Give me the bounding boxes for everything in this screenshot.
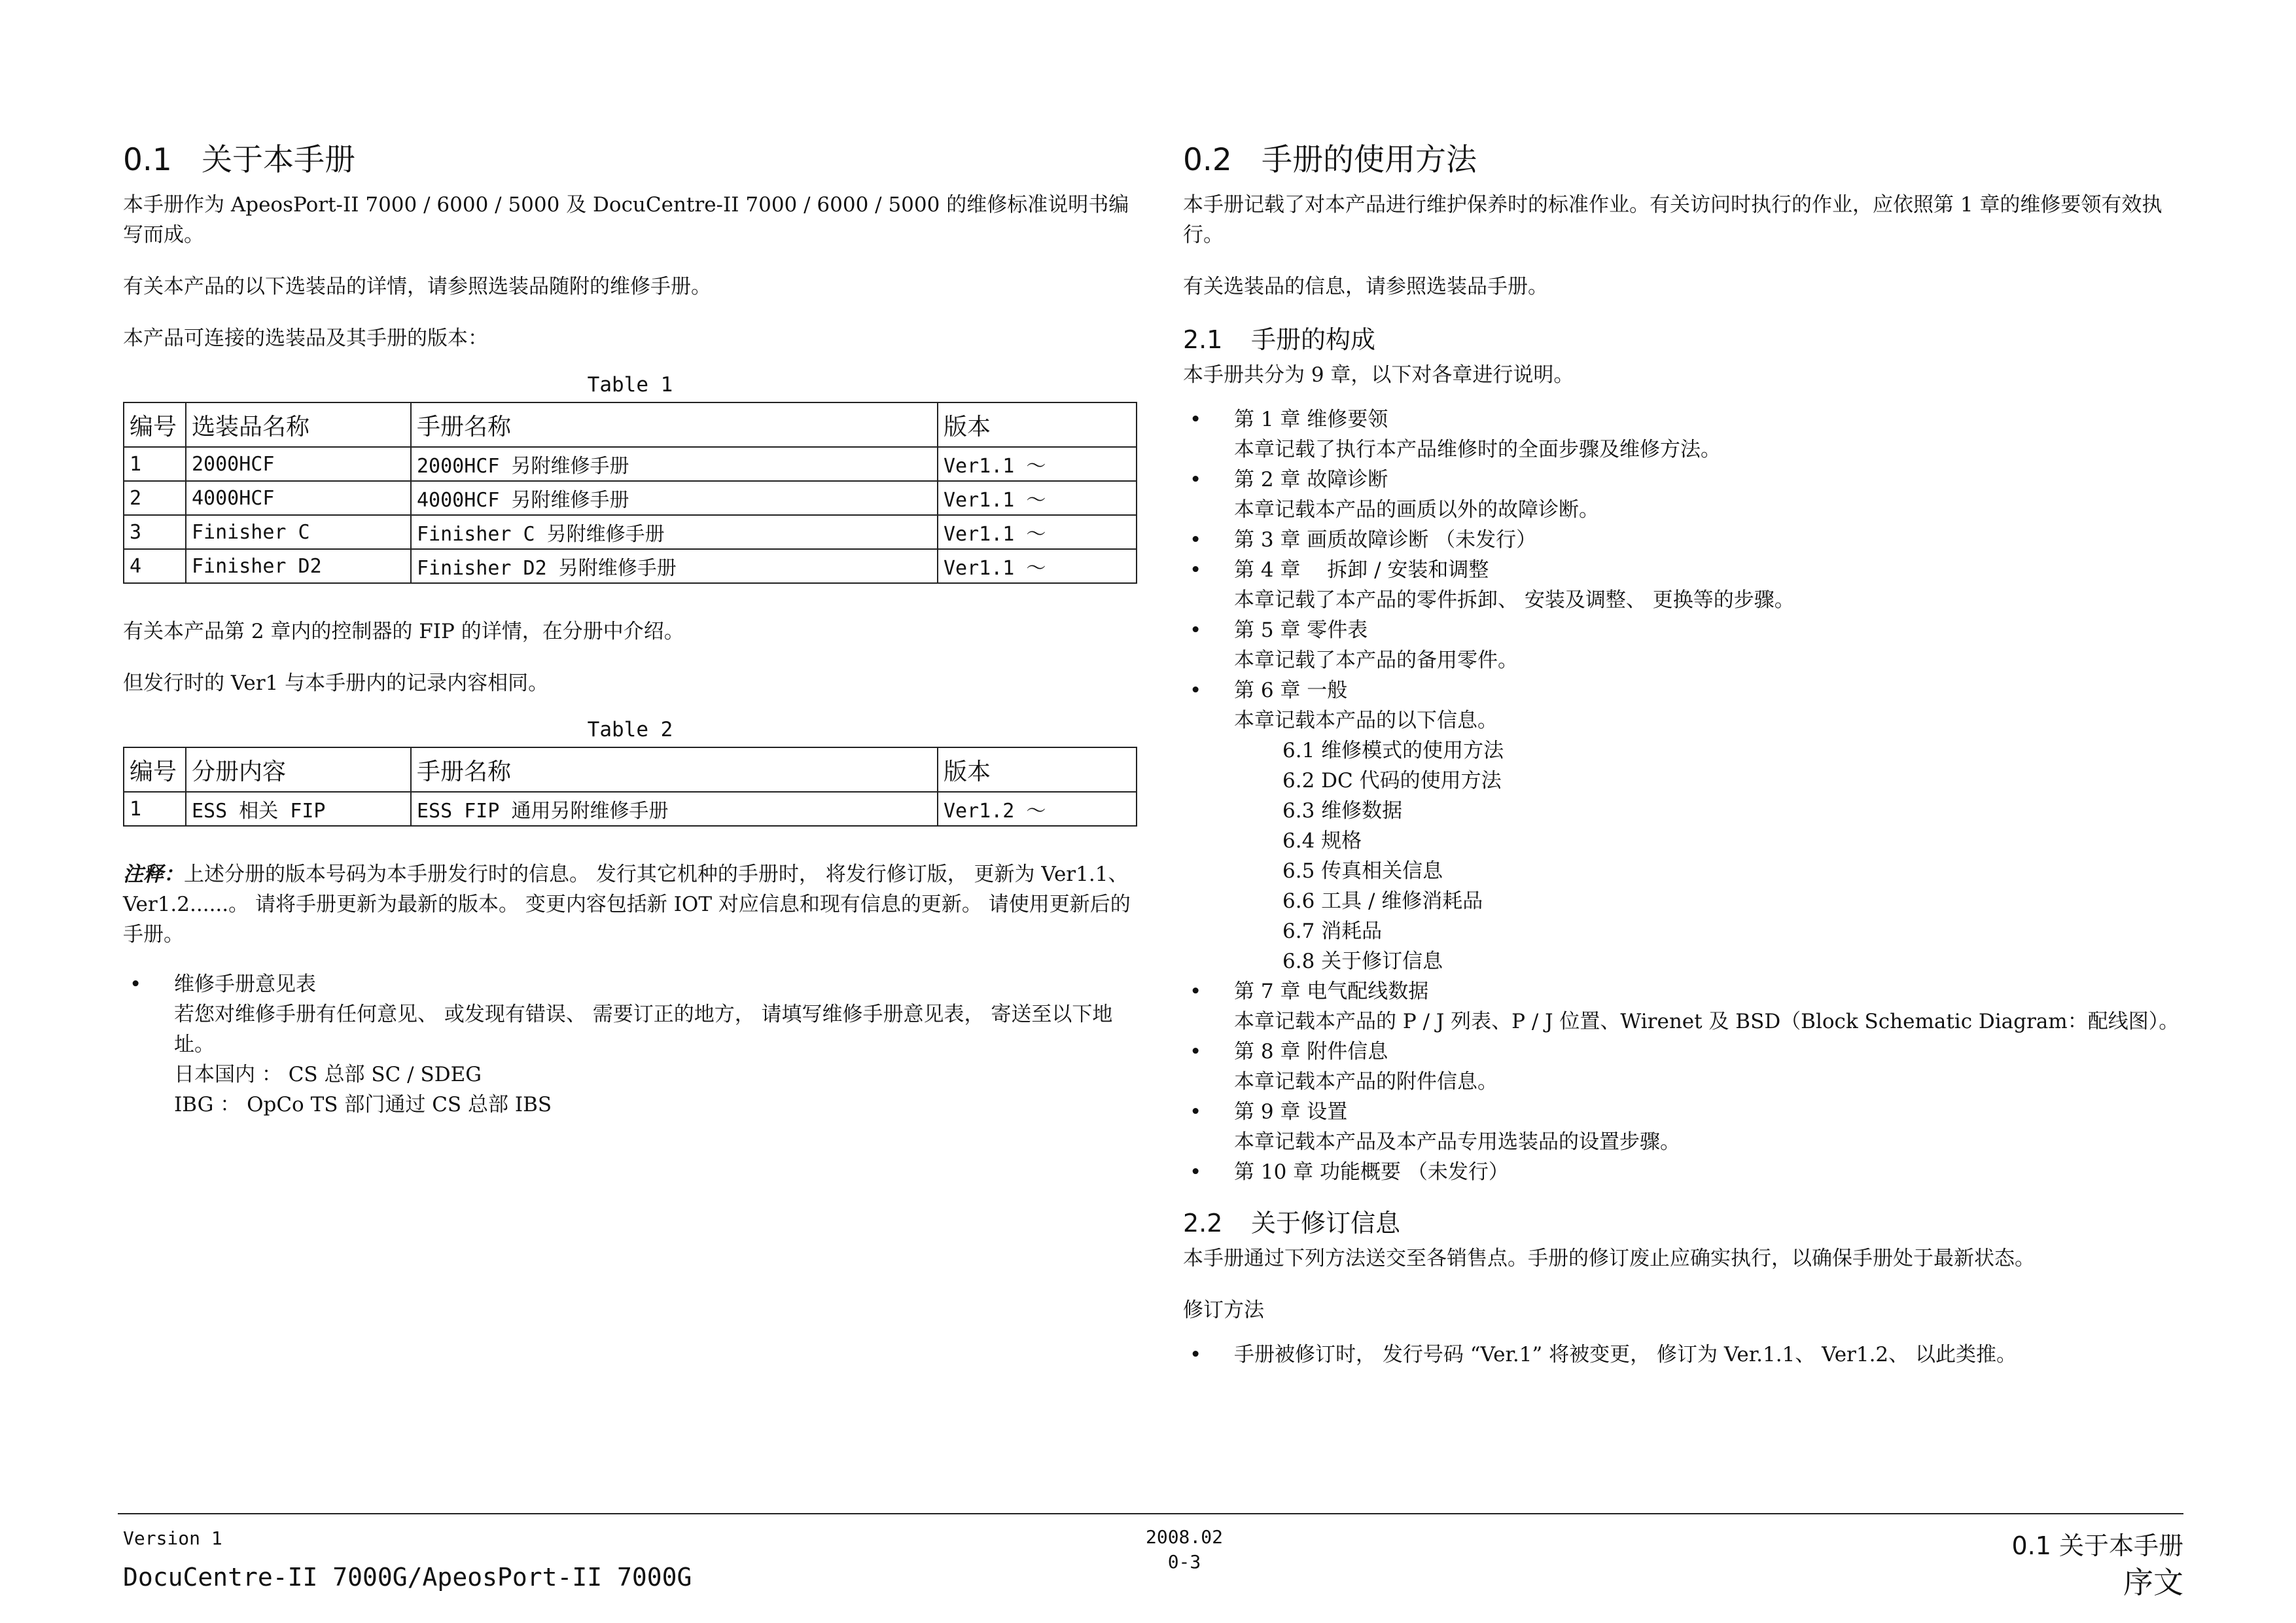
- note-block: [123, 859, 1137, 950]
- table-header-row: [124, 747, 1137, 792]
- table-cell: Ver1.2 ～: [938, 792, 1137, 826]
- table-cell: 2000HCF: [186, 447, 411, 481]
- heading-text: 手册的构成: [1251, 325, 1376, 354]
- subsection-heading-2-1: [1183, 323, 2191, 356]
- table-cell: Ver1.1 ～: [938, 481, 1137, 515]
- feedback-title: • 维修手册意见表: [174, 972, 316, 996]
- chapter-title: • 第 2 章 故障诊断: [1234, 468, 1388, 491]
- footer-chapter: 序文: [2123, 1565, 2183, 1600]
- table-row: [124, 549, 1137, 583]
- heading-number: 0.1: [123, 142, 172, 178]
- revision-bullet-text: 手册被修订时， 发行号码 “Ver.1” 将被变更， 修订为 Ver.1.1、 Ver1.2、 以此类推。: [1234, 1343, 2017, 1366]
- table-cell: 3: [124, 515, 186, 549]
- heading-number: 2.1: [1183, 325, 1223, 354]
- table-header-row: [124, 402, 1137, 447]
- section-heading-0-2: [1183, 140, 2191, 181]
- chapter-desc: 本章记载了本产品的备用零件。: [1234, 649, 1518, 672]
- chapter-desc: 本章记载本产品的附件信息。: [1234, 1070, 1498, 1094]
- volumes-table: [123, 747, 1137, 827]
- chapter6-subitem: 6.3 维修数据: [1282, 799, 1403, 823]
- table-cell: 2000HCF 另附维修手册: [411, 447, 938, 481]
- heading-text: 手册的使用方法: [1262, 142, 1477, 178]
- intro-paragraph: 本手册作为 ApeosPort-II 7000 / 6000 / 5000 及 DocuCentre-II 7000 / 6000 / 5000 的维修标准说明书编写而成。: [123, 193, 1129, 247]
- feedback-desc: 若您对维修手册有任何意见、 或发现有错误、 需要订正的地方， 请填写维修手册意见表， 寄送至以下地址。: [174, 1003, 1113, 1056]
- right-column: [1183, 140, 2191, 1370]
- feedback-address-japan: 日本国内 ： CS 总部 SC / SDEG: [174, 1063, 482, 1086]
- table-header-cell: 分册内容: [186, 747, 411, 792]
- chapter-title: • 第 4 章 拆卸 / 安装和调整: [1234, 558, 1489, 582]
- chapter6-subitem: 6.5 传真相关信息: [1282, 859, 1443, 883]
- table-cell: 2: [124, 481, 186, 515]
- list-item: [1183, 1097, 2191, 1157]
- chapter6-subitem: 6.2 DC 代码的使用方法: [1282, 769, 1502, 793]
- chapter-desc: 本章记载了本产品的零件拆卸、 安装及调整、 更换等的步骤。: [1234, 588, 1795, 612]
- heading-number: 2.2: [1183, 1209, 1223, 1238]
- options-manual-paragraph: 有关选装品的信息，请参照选装品手册。: [1183, 275, 1548, 298]
- table-header-cell: 编号: [124, 747, 186, 792]
- list-item: [1183, 465, 2191, 525]
- note-label: 注释：: [123, 863, 184, 886]
- footer-right: [2011, 1527, 2183, 1601]
- table-cell: Finisher C 另附维修手册: [411, 515, 938, 549]
- options-table: [123, 402, 1137, 584]
- table-cell: 4000HCF: [186, 481, 411, 515]
- footer-center: [1119, 1525, 1250, 1575]
- options-paragraph: 有关本产品的以下选装品的详情，请参照选装品随附的维修手册。: [123, 275, 711, 298]
- list-item: [1183, 615, 2191, 675]
- chapter-desc: 本章记载本产品的画质以外的故障诊断。: [1234, 498, 1599, 522]
- chapter-title: • 第 7 章 电气配线数据: [1234, 980, 1429, 1003]
- list-item: [1183, 404, 2191, 465]
- table-cell: Finisher D2: [186, 549, 411, 583]
- table-cell: Ver1.1 ～: [938, 515, 1137, 549]
- table-cell: 1: [124, 447, 186, 481]
- chapter-list: [1183, 404, 2191, 1187]
- list-item: [1183, 1037, 2191, 1097]
- footer-date: 2008.02: [1145, 1526, 1223, 1548]
- list-item: [1183, 1340, 2191, 1370]
- list-item: [1183, 525, 2191, 555]
- fip-paragraph: 有关本产品第 2 章内的控制器的 FIP 的详情，在分册中介绍。: [123, 620, 684, 643]
- list-item: [1183, 1157, 2191, 1187]
- chapter-title: • 第 9 章 设置: [1234, 1100, 1348, 1124]
- versions-paragraph: 本产品可连接的选装品及其手册的版本：: [123, 327, 488, 350]
- table-header-cell: 版本: [938, 747, 1137, 792]
- table-row: [124, 447, 1137, 481]
- subsection-heading-2-2: [1183, 1207, 2191, 1240]
- table-header-cell: 版本: [938, 402, 1137, 447]
- list-item: [1183, 976, 2191, 1037]
- usage-paragraph: 本手册记载了对本产品进行维护保养时的标准作业。有关访问时执行的作业，应依照第 1 章的维修要领有效执行。: [1183, 193, 2163, 247]
- revision-list: [1183, 1340, 2191, 1370]
- heading-text: 关于修订信息: [1251, 1209, 1401, 1238]
- table-cell: Finisher D2 另附维修手册: [411, 549, 938, 583]
- table-cell: ESS FIP 通用另附维修手册: [411, 792, 938, 826]
- left-column: [123, 140, 1137, 1120]
- table1-caption: Table 1: [587, 373, 673, 397]
- note-text: 上述分册的版本号码为本手册发行时的信息。 发行其它机种的手册时， 将发行修订版， 更新为 Ver1.1、Ver1.2......。 请将手册更新为最新的版本。 变更内容包括新 IOT 对应信息和现有信息的更新。 请使用更新后的手册。: [123, 863, 1131, 946]
- table-row: [124, 515, 1137, 549]
- list-item: [123, 969, 1137, 1120]
- chapter-title: • 第 5 章 零件表: [1234, 618, 1368, 642]
- chapter6-subitem: 6.8 关于修订信息: [1282, 950, 1443, 973]
- chapter-title: • 第 10 章 功能概要 （未发行）: [1234, 1160, 1509, 1184]
- chapter6-subitem: 6.1 维修模式的使用方法: [1282, 739, 1504, 762]
- table-cell: 4000HCF 另附维修手册: [411, 481, 938, 515]
- heading-number: 0.2: [1183, 142, 1232, 178]
- table-cell: 1: [124, 792, 186, 826]
- revision-paragraph: 本手册通过下列方法送交至各销售点。手册的修订废止应确实执行，以确保手册处于最新状态。: [1183, 1247, 2035, 1270]
- footer-model: DocuCentre-II 7000G/ApeosPort-II 7000G: [123, 1563, 692, 1592]
- chapter-desc: 本章记载本产品的 P / J 列表、P / J 位置、Wirenet 及 BSD（Block Schematic Diagram：配线图）。: [1234, 1010, 2180, 1033]
- table2-caption: Table 2: [587, 718, 673, 741]
- ver1-paragraph: 但发行时的 Ver1 与本手册内的记录内容相同。: [123, 671, 549, 695]
- table-header-cell: 选装品名称: [186, 402, 411, 447]
- section-heading-0-1: [123, 140, 1137, 181]
- heading-text: 关于本手册: [202, 142, 355, 178]
- chapter-title: • 第 3 章 画质故障诊断 （未发行）: [1234, 528, 1537, 552]
- feedback-list: [123, 969, 1137, 1120]
- chapter-title: • 第 1 章 维修要领: [1234, 408, 1388, 431]
- footer-version: Version 1: [123, 1527, 222, 1549]
- list-item: [1183, 675, 2191, 976]
- table-header-cell: 编号: [124, 402, 186, 447]
- chapter-desc: 本章记载本产品及本产品专用选装品的设置步骤。: [1234, 1130, 1680, 1154]
- table-row: [124, 792, 1137, 826]
- table-header-cell: 手册名称: [411, 747, 938, 792]
- chapter-title: • 第 6 章 一般: [1234, 679, 1348, 702]
- feedback-address-ibg: IBG ： OpCo TS 部门通过 CS 总部 IBS: [174, 1093, 552, 1116]
- footer-page-number: 0-3: [1167, 1551, 1201, 1573]
- table-header-cell: 手册名称: [411, 402, 938, 447]
- chapter-desc: 本章记载了执行本产品维修时的全面步骤及维修方法。: [1234, 438, 1721, 461]
- list-item: [1183, 555, 2191, 615]
- chapter-title: • 第 8 章 附件信息: [1234, 1040, 1388, 1063]
- chapter6-subitem: 6.6 工具 / 维修消耗品: [1282, 889, 1483, 913]
- table-cell: 4: [124, 549, 186, 583]
- structure-intro: 本手册共分为 9 章，以下对各章进行说明。: [1183, 363, 1574, 387]
- footer-section: 0.1 关于本手册: [2011, 1531, 2183, 1560]
- chapter6-subitem: 6.4 规格: [1282, 829, 1362, 853]
- page-footer: [118, 1513, 2183, 1613]
- table-cell: ESS 相关 FIP: [186, 792, 411, 826]
- table-cell: Ver1.1 ～: [938, 549, 1137, 583]
- chapter-desc: 本章记载本产品的以下信息。: [1234, 709, 1498, 732]
- revision-method-label: 修订方法: [1183, 1298, 1264, 1322]
- table-cell: Finisher C: [186, 515, 411, 549]
- table-cell: Ver1.1 ～: [938, 447, 1137, 481]
- table-row: [124, 481, 1137, 515]
- chapter6-subitem: 6.7 消耗品: [1282, 919, 1383, 943]
